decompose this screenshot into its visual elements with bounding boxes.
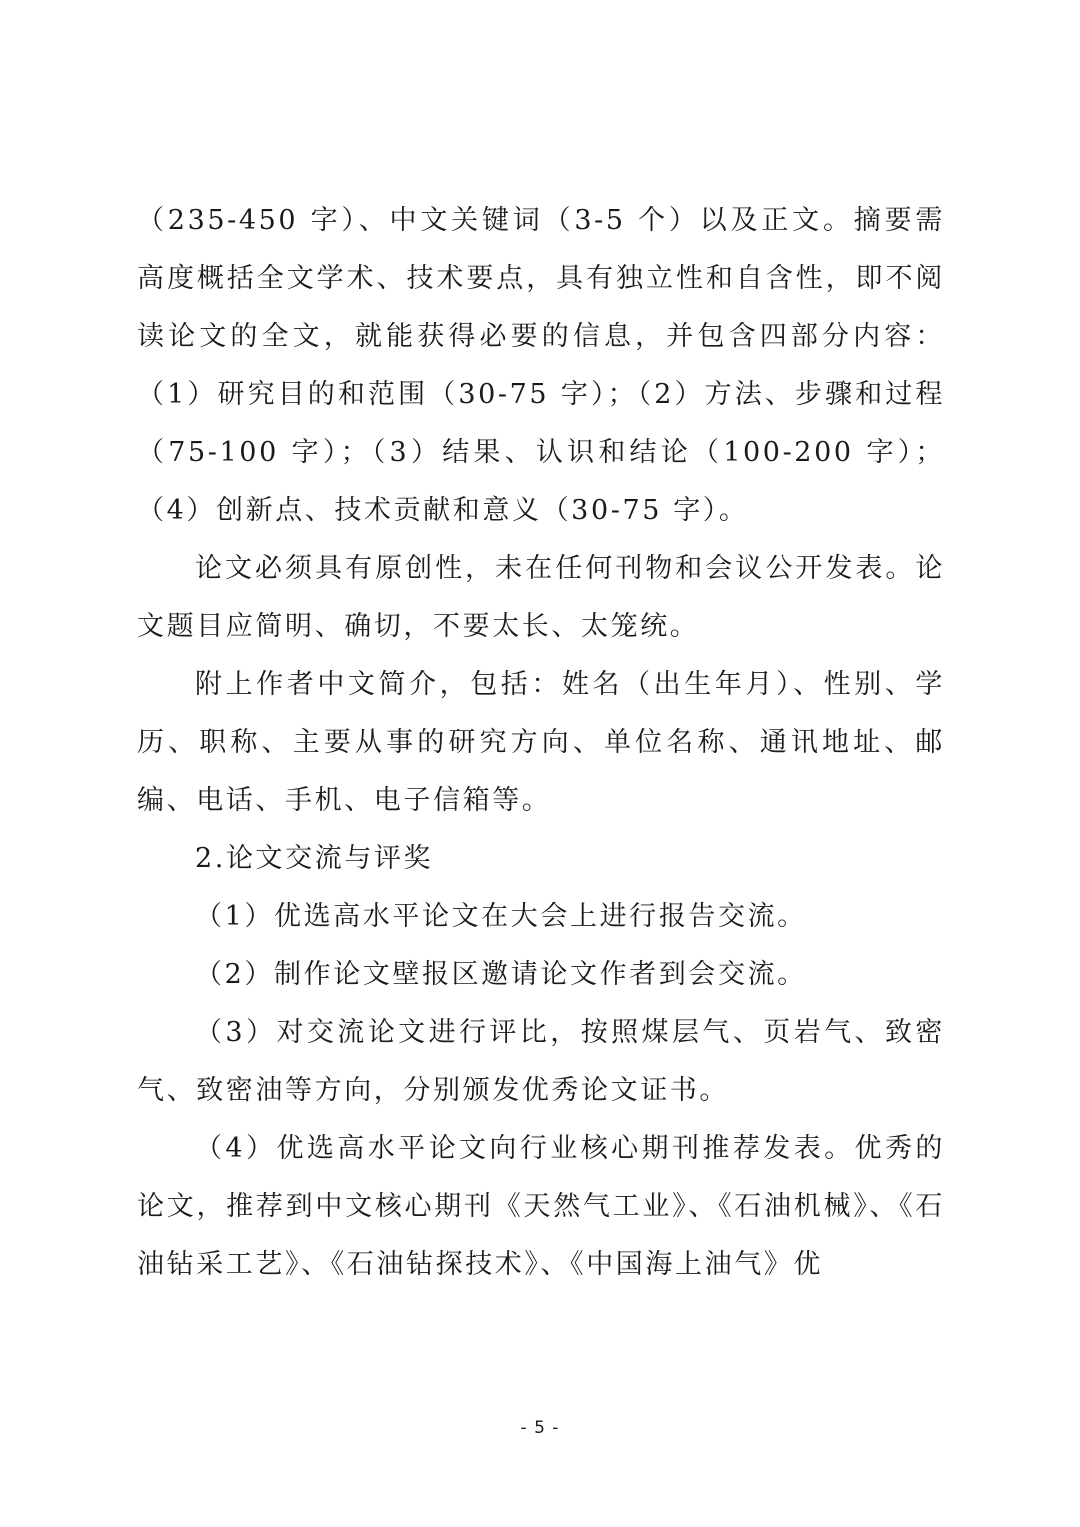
list-item-report-exchange: （1）优选高水平论文在大会上进行报告交流。 (195, 901, 807, 932)
list-item-paper-evaluation: （3）对交流论文进行评比，按照煤层气、页岩气、致密气、致密油等方向，分别颁发优秀论文证书。 (137, 1017, 945, 1106)
page-number: - 5 - (520, 1418, 560, 1438)
list-item-poster-area: （2）制作论文壁报区邀请论文作者到会交流。 (195, 959, 807, 990)
section-heading-exchange-awards: 2.论文交流与评奖 (195, 843, 434, 874)
list-item-journal-recommendation: （4）优选高水平论文向行业核心期刊推荐发表。优秀的论文，推荐到中文核心期刊《天然气工业》、《石油机械》、《石油钻采工艺》、《石油钻探技术》、《中国海上油气》优 (137, 1133, 945, 1280)
document-body (137, 192, 945, 1294)
author-bio-paragraph: 附上作者中文简介，包括：姓名（出生年月）、性别、学历、职称、主要从事的研究方向、单位名称、通讯地址、邮编、电话、手机、电子信箱等。 (137, 669, 945, 816)
originality-paragraph: 论文必须具有原创性，未在任何刊物和会议公开发表。论文题目应简明、确切，不要太长、太笼统。 (137, 553, 945, 642)
abstract-requirements-paragraph: （235-450 字）、中文关键词（3-5 个）以及正文。摘要需高度概括全文学术、技术要点，具有独立性和自含性，即不阅读论文的全文，就能获得必要的信息，并包含四部分内容：（1）研究目的和范围（30-75 字）；（2）方法、步骤和过程（75-100 字）；（3）结果、认识和结论（100-200 字）；（4）创新点、技术贡献和意义（30-75 字）。 (137, 205, 945, 526)
